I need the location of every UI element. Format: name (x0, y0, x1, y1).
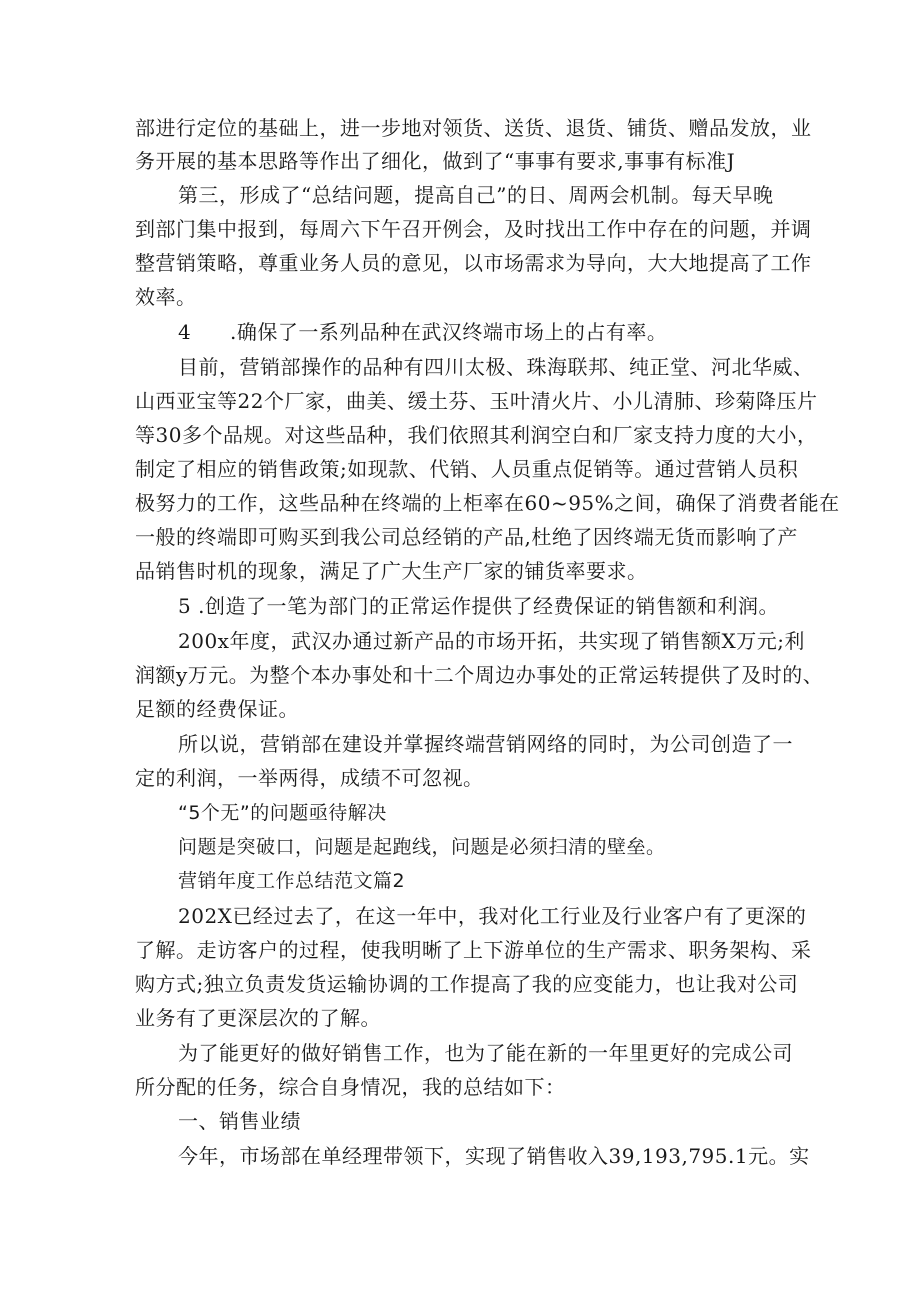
article-title-2: 营销年度工作总结范文篇2 (178, 870, 406, 892)
text-line-8: 目前，营销部操作的品种有四川太极、珠海联邦、纯正堂、河北华威、 (178, 355, 814, 379)
text-line-28: 今年，市场部在单经理带领下，实现了销售收入39,193,795.1元。实 (178, 1144, 810, 1168)
text-line-18: 足额的经费保证。 (135, 697, 299, 721)
text-line-17: 润额y万元。为整个本办事处和十二个周边办事处的正常运转提供了及时的、 (135, 663, 824, 687)
text-line-22: 202X已经过去了，在这一年中，我对化工行业及行业客户有了更深的 (178, 904, 807, 928)
text-line-27: 所分配的任务，综合自身情况，我的总结如下： (135, 1075, 566, 1099)
text-line-5: 整营销策略，尊重业务人员的意见，以市场需求为导向，大大地提高了工作 (135, 251, 812, 275)
text-line-2: 务开展的基本思路等作出了细化，做到了“事事有要求,事事有标准J (135, 149, 736, 173)
text-line-7: .确保了一系列品种在武汉终端市场上的占有率。 (230, 320, 668, 344)
text-line-25: 业务有了更深层次的了解。 (135, 1006, 381, 1030)
text-line-16: 200x年度，武汉办通过新产品的市场开拓，共实现了销售额X万元;利 (178, 629, 805, 653)
text-line-23: 了解。走访客户的过程，使我明晰了上下游单位的生产需求、职务架构、采 (135, 938, 812, 962)
text-line-13: 一般的终端即可购买到我公司总经销的产品,杜绝了因终端无货而影响了产 (135, 525, 798, 549)
text-line-19: 所以说，营销部在建设并掌握终端营销网络的同时，为公司创造了一 (178, 732, 793, 756)
text-line-3: 第三，形成了“总结问题，提高自己”的日、周两会机制。每天早晚 (178, 183, 774, 207)
text-line-21: 问题是突破口，问题是起跑线，问题是必须扫清的壁垒。 (178, 836, 666, 858)
section-heading-sales-performance: 一、销售业绩 (178, 1109, 301, 1133)
section-heading-problems: “5个无”的问题亟待解决 (178, 802, 387, 824)
text-line-26: 为了能更好的做好销售工作，也为了能在新的一年里更好的完成公司 (178, 1041, 793, 1065)
text-line-4: 到部门集中报到，每周六下午召开例会，及时找出工作中存在的问题，并调 (135, 217, 812, 241)
text-line-10: 等30多个品规。对这些品种，我们依照其利润空白和厂家支持力度的大小， (135, 423, 818, 447)
text-line-14: 品销售时机的现象，满足了广大生产厂家的铺货率要求。 (135, 559, 648, 583)
text-line-15: 5 .创造了一笔为部门的正常运作提供了经费保证的销售额和利润。 (178, 594, 779, 618)
text-line-11: 制定了相应的销售政策;如现款、代销、人员重点促销等。通过营销人员积 (135, 457, 799, 481)
text-line-6: 效率。 (135, 285, 197, 309)
text-line-12: 极努力的工作，这些品种在终端的上柜率在60~95%之间，确保了消费者能在 (135, 491, 840, 515)
text-line-9: 山西亚宝等22个厂家，曲美、缓土芬、玉叶清火片、小儿清肺、珍菊降压片 (135, 389, 818, 413)
text-line-24: 购方式;独立负责发货运输协调的工作提高了我的应变能力，也让我对公司 (135, 972, 799, 996)
text-line-20: 定的利润，一举两得，成绩不可忽视。 (135, 766, 484, 790)
list-number-4: 4 (178, 320, 192, 344)
text-line-1: 部进行定位的基础上，进一步地对领货、送货、退货、铺货、赠品发放，业 (135, 116, 812, 140)
